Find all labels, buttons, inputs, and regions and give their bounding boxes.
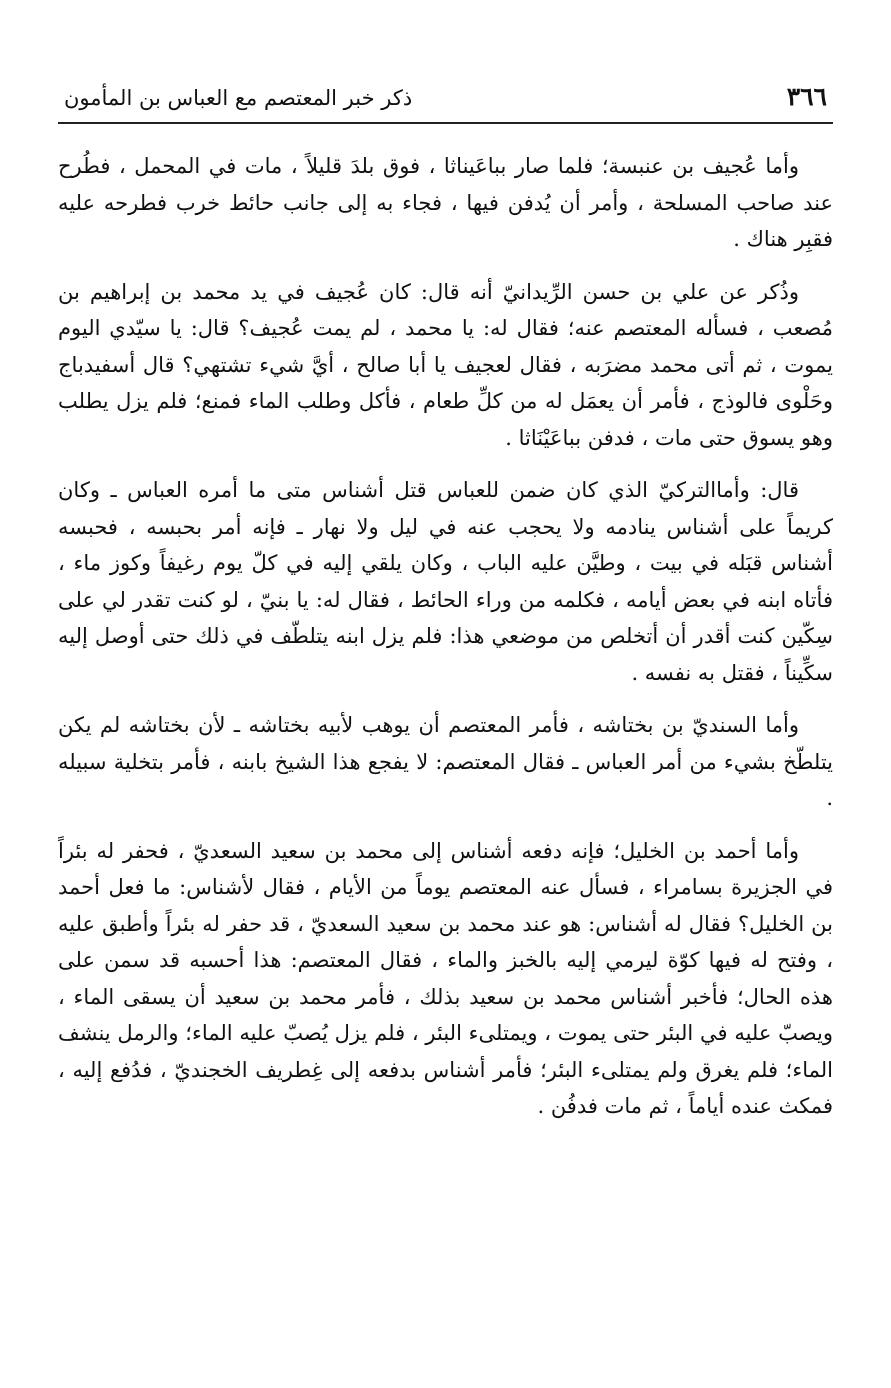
paragraph-ahmad-ibn-khalil: وأما أحمد بن الخليل؛ فإنه دفعه أشناس إلى محمد بن سعيد السعديّ ، فحفر له بئراً في الجزيرة بسامراء ، فسأل عنه المعتصم يوماً من الأيام ، فقال لأشناس: ما فعل أحمد بن الخليل؟ فقال له أشناس: هو عند محمد بن سعيد السعديّ ، قد حفر له بئراً وأطبق عليه ، وفتح له فيها كوّة ليرمي إليه بالخبز والماء ، فقال المعتصم: هذا أحسبه قد سمن على هذه الحال؛ فأخبر أشناس محمد بن سعيد بذلك ، فأمر محمد بن سعيد أن يسقى الماء ، ويصبّ عليه في البئر حتى يموت ، ويمتلىء البئر ، فلم يزل يُصبّ عليه الماء؛ والرمل ينشف الماء؛ فلم يغرق ولم يمتلىء البئر؛ فأمر أشناس بدفعه إلى غِطريف الخجنديّ ، فدُفع إليه ، فمكث عنده أياماً ، ثم مات فدفُن . (58, 838, 833, 1118)
paragraph-sindi-ibn-bakhtashah: وأما السنديّ بن بختاشه ، فأمر المعتصم أن يوهب لأبيه بختاشه ـ لأن بختاشه لم يكن يتلطّخ بشيء من أمر العباس ـ فقال المعتصم: لا يفجع هذا الشيخ بابنه ، فأمر بتخلية سبيله . (58, 713, 833, 810)
paragraph-ali-ibn-hasan-report: وذُكر عن علي بن حسن الرِّيدانيّ أنه قال: كان عُجيف في يد محمد بن إبراهيم بن مُصعب ، فسأله المعتصم عنه؛ فقال له: يا محمد ، لم يمت عُجيف؟ قال: يا سيّدي اليوم يموت ، ثم أتى محمد مضرَبه ، فقال لعجيف يا أبا صالح ، أيَّ شيء تشتهي؟ قال أسفيدباج وحَلْوى فالوذج ، فأمر أن يعمَل له من كلِّ طعام ، فأكل وطلب الماء فمنع؛ فلم يزل يطلب وهو يسوق حتى مات ، فدفن بباعَيْنَاثا . (58, 279, 833, 450)
book-page (58, 78, 833, 1368)
running-title: ذكر خبر المعتصم مع العباس بن المأمون (64, 86, 413, 110)
paragraph-ujayf-death: وأما عُجيف بن عنبسة؛ فلما صار بباعَيناثا ، فوق بلدَ قليلاً ، مات في المحمل ، فطُرح عند صاحب المسلحة ، وأمر أن يُدفن فيها ، فجاء به إلى جانب حائط خرب فطرحه عليه فقبِر هناك . (58, 154, 833, 251)
page-header (58, 78, 833, 124)
page-number: ٣٦٦ (786, 82, 827, 111)
paragraph-turkish-captive: قال: وأماالتركيّ الذي كان ضمن للعباس قتل أشناس متى ما أمره العباس ـ وكان كريماً على أشناس ينادمه ولا يحجب عنه في ليل ولا نهار ـ فإنه أمر بحبسه ، فحبسه أشناس قبَله في بيت ، وطيَّن عليه الباب ، وكان يلقي إليه في كلّ يوم رغيفاً وكوز ماء ، فأتاه ابنه في بعض أيامه ، فكلمه من وراء الحائط ، فقال له: يا بنيّ ، لو كنت تقدر لي على سِكّين كنت أقدر أن أتخلص من موضعي هذا: فلم يزل ابنه يتلطّف في ذلك حتى أوصل إليه سكِّيناً ، فقتل به نفسه . (58, 478, 833, 685)
body-text (58, 148, 833, 1125)
